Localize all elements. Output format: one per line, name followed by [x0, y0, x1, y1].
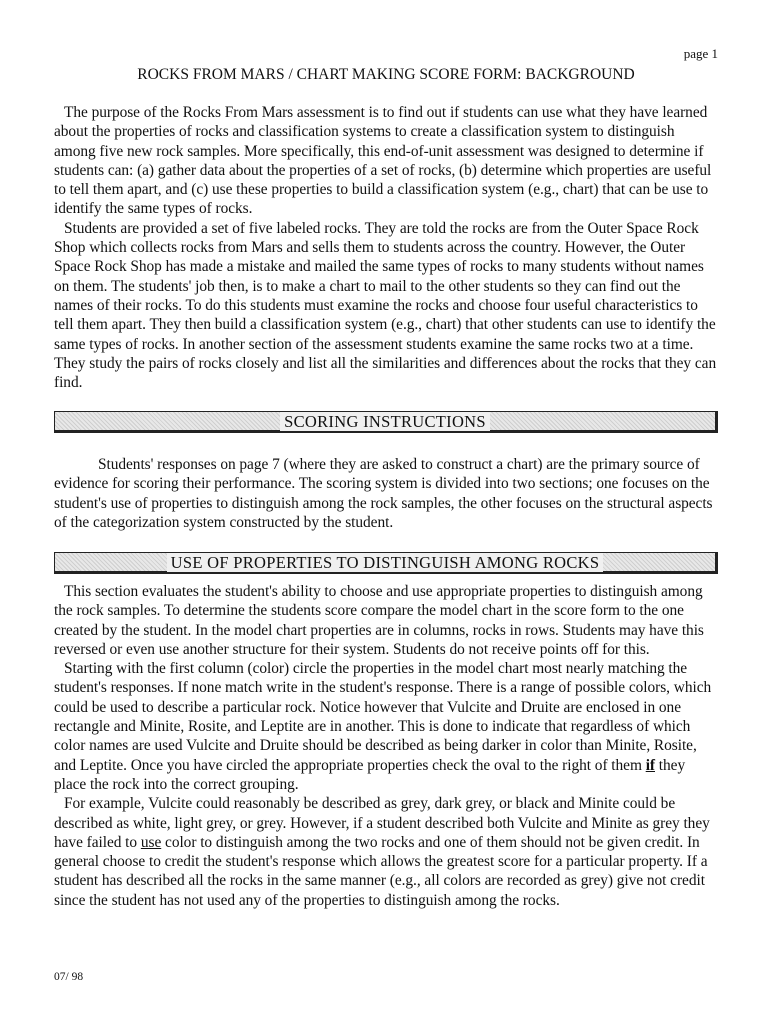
scoring-instructions-banner	[54, 411, 718, 433]
scoring-section	[54, 455, 718, 532]
properties-paragraph-3	[54, 794, 718, 910]
p3-emphasis: use	[140, 833, 162, 851]
p3-text-after: color to distinguish among the two rocks and one of them should not be given credit. In general choose to credit the student's response which allows the greatest score for a particular property. If a student has described all the rocks in the same manner (e.g., all colors are recorded as grey) give not credit since the student has not used any of the properties to distinguish among the rocks.	[54, 833, 708, 909]
background-paragraph-1: The purpose of the Rocks From Mars assessment is to find out if students can use what they have learned about the properties of rocks and classification systems to create a classification system to distinguish among five new rock samples. More specifically, this end-of-unit assessment was designed to determine if students can: (a) gather data about the properties of a set of rocks, (b) determine which properties are useful to tell them apart, and (c) use these properties to build a classification system (e.g., chart) that can be use to identify the same types of rocks.	[54, 104, 712, 218]
page-title: ROCKS FROM MARS / CHART MAKING SCORE FORM: BACKGROUND	[137, 66, 635, 83]
background-section	[54, 103, 718, 392]
scoring-instructions-heading: SCORING INSTRUCTIONS	[280, 412, 490, 431]
footer-date: 07/ 98	[54, 971, 84, 983]
properties-section	[54, 582, 718, 910]
scoring-paragraph: Students' responses on page 7 (where they are asked to construct a chart) are the primary source of evidence for scoring their performance. The scoring system is divided into two sections; one focuses on the student's use of properties to distinguish among the rock samples, the other focuses on the structural aspects of the categorization system constructed by the student.	[54, 456, 713, 531]
p2-emphasis: if	[645, 756, 655, 774]
properties-banner	[54, 552, 718, 574]
p2-text-before: Starting with the first column (color) circle the properties in the model chart most nearly matching the student's responses. If none match write in the student's response. There is a range of possible colors, which could be used to describe a particular rock. Notice however that Vulcite and Druite are enclosed in one rectangle and Minite, Rosite, and Leptite are in another. This is done to indicate that regardless of which color names are used Vulcite and Druite should be described as being darker in color than Minite, Rosite, and Leptite. Once you have circled the appropriate properties check the oval to the right of them	[54, 660, 712, 774]
background-paragraph-2: Students are provided a set of five labeled rocks. They are told the rocks are from the Outer Space Rock Shop which collects rocks from Mars and sells them to students across the country. However, the Outer Space Rock Shop has made a mistake and mailed the same types of rocks to many students without names on them. The students' job then, is to make a chart to mail to the other students so they can find out the names of their rocks. To do this students must examine the rocks and choose four useful characteristics to tell them apart. They then build a classification system (e.g., chart) that other students can use to identify the same types of rocks. In another section of the assessment students examine the same rocks two at a time. They study the pairs of rocks closely and list all the similarities and differences about the rocks that they can find.	[54, 219, 717, 392]
properties-paragraph-1: This section evaluates the student's ability to choose and use appropriate properties to distinguish among the rock samples. To determine the students score compare the model chart in the score form to the one created by the student. In the model chart properties are in columns, rocks in rows. Students may have this reversed or even use another structure for their system. Students do not receive points off for this.	[54, 583, 704, 658]
properties-paragraph-2	[54, 659, 718, 794]
p3-text-before: For example, Vulcite could reasonably be described as grey, dark grey, or black and Minite could be described as white, light grey, or grey. However, if a student described both Vulcite and Minite as grey they have failed to	[54, 795, 710, 851]
page-number: page 1	[683, 46, 718, 61]
properties-heading: USE OF PROPERTIES TO DISTINGUISH AMONG ROCKS	[167, 553, 604, 572]
p2-text-after: they place the rock into the correct grouping.	[54, 756, 686, 793]
